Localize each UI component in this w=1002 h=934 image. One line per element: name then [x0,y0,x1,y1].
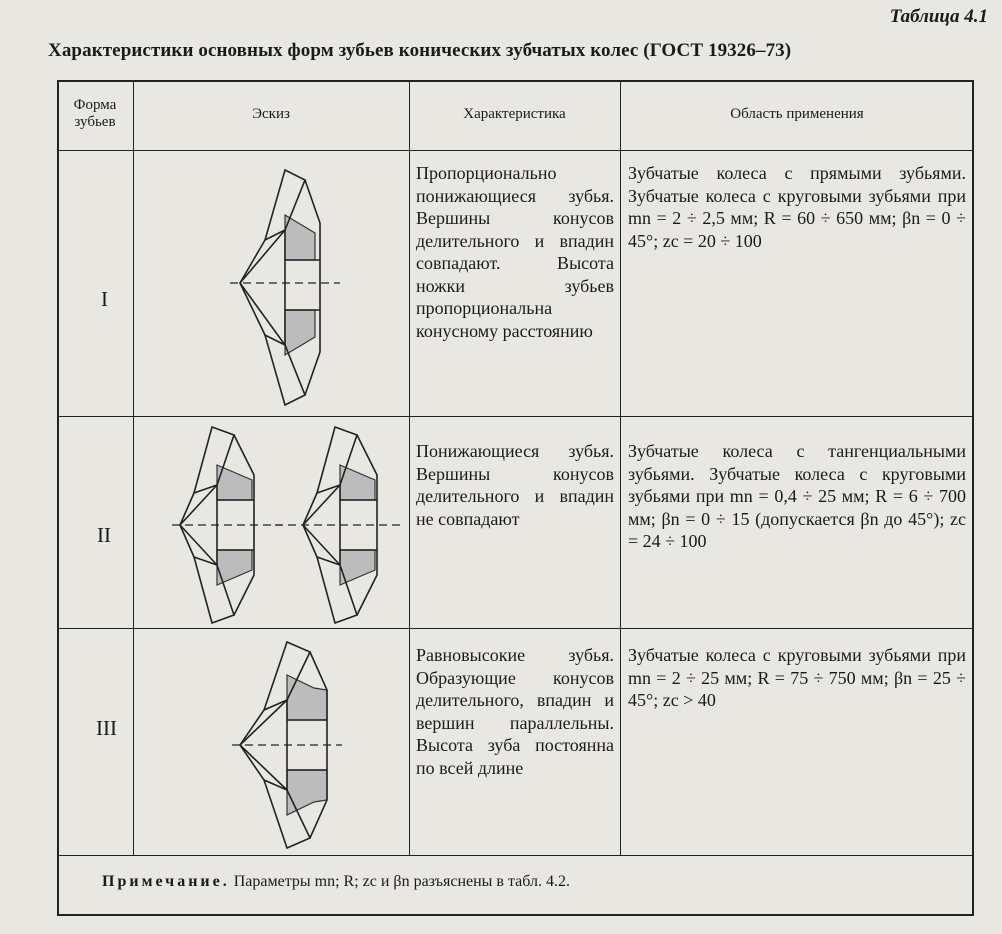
note-text: Параметры mn; R; zc и βn разъяснены в табл. 4.2. [233,873,570,890]
row-form-label: II [97,523,111,547]
column-divider [133,80,134,856]
row-characteristic: Равновысокие зубья. Образующие конусов делительного, впадин и вершин параллельны. Высота зуба постоянна по всей длине [416,645,614,778]
row-divider [57,855,974,856]
tooth-form-sketch-i [230,165,340,410]
column-divider [409,80,410,856]
table-note [102,873,570,891]
row-divider [57,628,974,629]
row-application: Зубчатые колеса с тангенциальными зубьями. Зубчатые колеса с круговыми зубьями при mn = 0,4 ÷ 25 мм; R = 6 ÷ 700 мм; βn = 0 ÷ 15 (допускается βn до 45°); zc = 24 ÷ 100 [628,441,966,551]
table-number: Таблица 4.1 [889,6,988,27]
row-application: Зубчатые колеса с прямыми зубьями. Зубчатые колеса с круговыми зубьями при mn = 2 ÷ 2,5 мм; R = 60 ÷ 650 мм; βn = 0 ÷ 45°; zc = 20 ÷ 100 [628,163,966,251]
header-application: Область применения [730,106,864,122]
row-characteristic: Пропорционально понижающиеся зубья. Вершины конусов делительного и впадин совпадают. Высота ножки зубьев пропорциональна конусному расстоянию [416,163,614,341]
table-caption: Характеристики основных форм зубьев конических зубчатых колес (ГОСТ 19326–73) [48,40,792,61]
tooth-form-sketch-ii-a [172,425,282,625]
header-form: Форма зубьев [73,97,117,130]
note-label: Примечание. [102,873,230,890]
row-form-label: I [101,287,108,311]
row-divider [57,416,974,417]
row-divider [57,150,974,151]
tooth-form-sketch-ii-b [295,425,400,625]
row-application: Зубчатые колеса с круговыми зубьями при mn = 2 ÷ 25 мм; R = 75 ÷ 750 мм; βn = 25 ÷ 45°; zc > 40 [628,645,966,710]
column-divider [620,80,621,856]
row-characteristic: Понижающиеся зубья. Вершины конусов делительного и впадин не совпадают [416,441,614,529]
tooth-form-sketch-iii [232,640,342,850]
header-characteristic: Характеристика [463,106,566,122]
row-form-label: III [96,716,117,740]
header-sketch: Эскиз [252,106,290,122]
